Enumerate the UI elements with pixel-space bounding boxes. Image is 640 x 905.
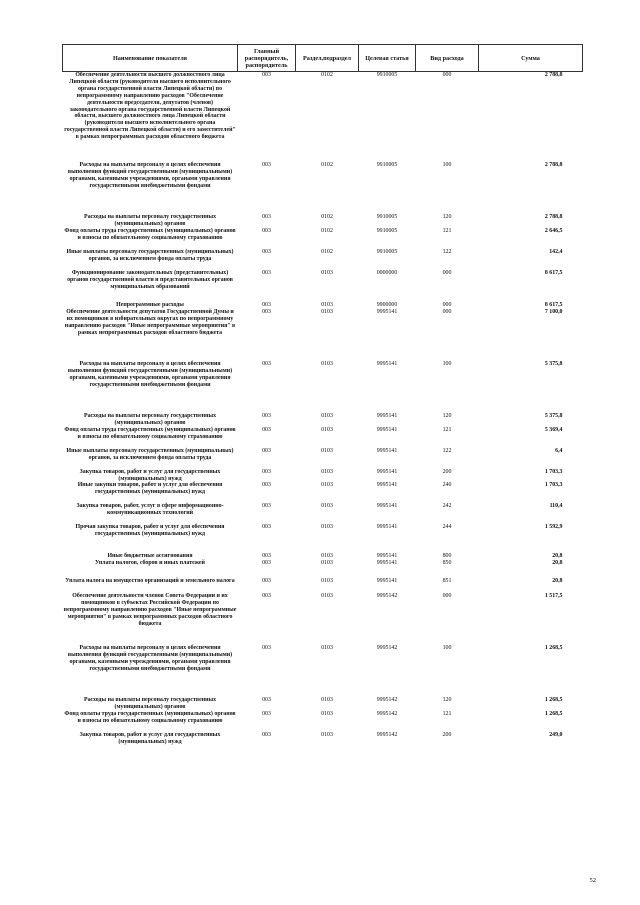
row-expense-type: 120 (442, 412, 452, 419)
row-main-manager: 003 (262, 593, 271, 600)
row-main-manager: 003 (262, 560, 271, 567)
row-target-item: 9995142 (376, 732, 398, 739)
row-expense-type: 240 (442, 482, 452, 489)
row-main-manager: 003 (262, 468, 271, 475)
row-target-item: 9995142 (376, 711, 398, 718)
row-name: Уплата налога на имущество организаций и земельного налога (65, 578, 235, 585)
row-sum: 7 100,0 (544, 308, 563, 315)
row-name: Иные закупки товаров, работ и услуг для обеспечения государственных (муниципальных) нужд (77, 482, 223, 496)
row-name: Иные бюджетные ассигнования (107, 553, 193, 560)
table-row (63, 645, 583, 697)
row-section: 0103 (321, 482, 333, 489)
row-target-item: 0000000 (376, 269, 398, 276)
row-expense-type: 244 (442, 524, 452, 531)
row-sum: 2 788,8 (544, 162, 563, 168)
row-section: 0103 (321, 697, 333, 704)
row-sum: 1 268,5 (544, 711, 563, 718)
header-expense-type: Вид расхода (416, 45, 479, 72)
header-target-item: Целевая статья (359, 45, 416, 72)
row-expense-type: 000 (442, 301, 452, 308)
row-target-item: 9995141 (376, 503, 398, 510)
row-target-item: 9910005 (376, 214, 398, 220)
row-name: Закупка товаров, работ и услуг для государственных (муниципальных) нужд (79, 732, 221, 746)
row-target-item: 9995141 (376, 553, 398, 560)
row-main-manager: 003 (262, 482, 271, 489)
table-row (63, 413, 583, 427)
row-name: Иные выплаты персоналу государственных (муниципальных) органов, за исключением фонда оплаты труда (66, 248, 234, 262)
row-target-item: 9995141 (376, 468, 398, 475)
row-sum: 1 268,5 (544, 697, 563, 704)
row-name: Функционирование законодательных (представительных) органов государственной власти и представительных органов муниципальных образований (67, 269, 233, 290)
table-row (63, 448, 583, 469)
row-expense-type: 121 (442, 227, 452, 234)
row-target-item: 9995141 (376, 482, 398, 489)
row-section: 0103 (321, 553, 333, 560)
row-name: Расходы на выплаты персоналу в целях обеспечения выполнения функций государственными (муниципальными) органами, казенными учреждениями, органами управления государственными внебюджетными фондами (67, 162, 233, 189)
table-row (63, 427, 583, 448)
row-target-item: 9995142 (376, 697, 398, 704)
row-main-manager: 003 (262, 645, 271, 652)
table-header-row (63, 45, 583, 72)
row-name: Непрограммные расходы (116, 301, 184, 308)
row-main-manager: 003 (262, 447, 271, 454)
row-target-item: 9995141 (376, 308, 398, 315)
row-main-manager: 003 (262, 269, 271, 276)
row-sum: 20,8 (552, 560, 563, 567)
row-sum: 20,8 (552, 578, 563, 585)
row-target-item: 9910005 (376, 227, 398, 234)
row-name: Закупка товаров, работ, услуг в сфере информационно-коммуникационных технологий (76, 503, 224, 517)
header-main-manager: Главный распорядитель, распорядитель (238, 45, 296, 72)
row-target-item: 9995141 (376, 360, 398, 367)
row-section: 0103 (321, 468, 333, 475)
row-expense-type: 100 (442, 162, 452, 168)
row-sum: 1 592,9 (544, 524, 563, 531)
table-row (63, 270, 583, 302)
row-expense-type: 000 (442, 308, 452, 315)
row-name: Фонд оплаты труда государственных (муниципальных) органов и взносы по обязательному социальному страхованию (64, 426, 236, 440)
row-target-item: 9900000 (376, 301, 398, 308)
row-main-manager: 003 (262, 503, 271, 510)
header-section: Раздел,подраздел (296, 45, 359, 72)
row-section: 0103 (321, 360, 333, 367)
row-expense-type: 000 (442, 593, 452, 600)
table-row (63, 469, 583, 483)
row-expense-type: 100 (442, 645, 452, 652)
row-sum: 5 369,4 (544, 426, 563, 433)
table-row (63, 593, 583, 645)
table-row (63, 503, 583, 524)
row-target-item: 9995141 (376, 578, 398, 585)
row-main-manager: 003 (262, 732, 271, 739)
row-main-manager: 003 (262, 524, 271, 531)
row-sum: 20,8 (552, 553, 563, 560)
row-section: 0103 (321, 560, 333, 567)
row-name: Расходы на выплаты персоналу в целях обеспечения выполнения функций государственными (муниципальными) органами, казенными учреждениями, органами управления государственными внебюджетными фондами (67, 645, 233, 673)
row-sum: 1 703,3 (544, 468, 563, 475)
row-name: Обеспечение деятельности высшего должностного лица Липецкой области (руководителя высшего исполнительного органа государственной власти Липецкой области) по непрограммному направлению расходов "Обеспечение деятельности председателя, депутатов (членов) законодательного органа государственной власти Липецкой области, высшего должностного лица Липецкой области (руководителя высшего исполнительного органа государственной власти Липецкой области) и его заместителей" в рамках непрограммных расходов областного бюджета (64, 72, 236, 141)
row-sum: 2 788,8 (544, 72, 563, 78)
header-sum: Сумма (479, 45, 583, 72)
row-target-item: 9995141 (376, 447, 398, 454)
row-expense-type: 200 (442, 468, 452, 475)
table-row (63, 578, 583, 593)
row-expense-type: 121 (442, 711, 452, 718)
row-name: Фонд оплаты труда государственных (муниципальных) органов и взносы по обязательному социальному страхованию (64, 227, 236, 241)
table-row (63, 309, 583, 361)
row-expense-type: 121 (442, 426, 452, 433)
row-name: Обеспечение деятельности депутатов Государственной Думы и их помощников в избирательных округах по непрограммному направлению расходов "Иные непрограммные мероприятия" в рамках непрограммных расходов областного бюджета (64, 308, 236, 336)
row-main-manager: 003 (262, 248, 271, 255)
row-sum: 142,4 (549, 248, 563, 255)
page-number: 52 (589, 877, 596, 884)
table-row (63, 361, 583, 413)
table-row (63, 228, 583, 249)
header-name: Наименование показателя (63, 45, 238, 72)
row-target-item: 9910005 (376, 72, 398, 78)
row-section: 0102 (321, 248, 333, 255)
row-section: 0103 (321, 645, 333, 652)
row-section: 0102 (321, 72, 333, 78)
row-target-item: 9995142 (376, 645, 398, 652)
row-target-item: 9995142 (376, 593, 398, 600)
row-section: 0102 (321, 162, 333, 168)
row-main-manager: 003 (262, 578, 271, 585)
table-row (63, 560, 583, 578)
row-main-manager: 003 (262, 711, 271, 718)
row-name: Прочая закупка товаров, работ и услуг для обеспечения государственных (муниципальных) нужд (75, 524, 225, 538)
row-section: 0103 (321, 269, 333, 276)
row-target-item: 9910005 (376, 248, 398, 255)
table-row (63, 524, 583, 553)
table-row (63, 482, 583, 503)
row-expense-type: 122 (442, 447, 452, 454)
row-section: 0103 (321, 524, 333, 531)
row-main-manager: 003 (262, 553, 271, 560)
row-main-manager: 003 (262, 360, 271, 367)
row-main-manager: 003 (262, 72, 271, 78)
row-sum: 8 617,5 (544, 269, 563, 276)
row-expense-type: 242 (442, 503, 452, 510)
row-sum: 8 617,5 (544, 301, 563, 308)
row-target-item: 9995141 (376, 524, 398, 531)
row-sum: 1 517,5 (544, 593, 563, 600)
row-expense-type: 120 (442, 697, 452, 704)
table-row (63, 249, 583, 270)
row-target-item: 9995141 (376, 412, 398, 419)
budget-table (62, 44, 583, 748)
row-sum: 110,4 (549, 503, 563, 510)
row-main-manager: 003 (262, 697, 271, 704)
row-section: 0103 (321, 711, 333, 718)
row-sum: 5 375,8 (544, 360, 563, 367)
table-row (63, 732, 583, 748)
row-expense-type: 200 (442, 732, 452, 739)
row-name: Иные выплаты персоналу государственных (муниципальных) органов, за исключением фонда оплаты труда (66, 447, 234, 461)
row-expense-type: 800 (442, 553, 452, 560)
row-section: 0103 (321, 308, 333, 315)
row-expense-type: 850 (442, 560, 452, 567)
row-main-manager: 003 (262, 162, 271, 168)
row-main-manager: 003 (262, 426, 271, 433)
row-section: 0103 (321, 426, 333, 433)
row-sum: 249,0 (549, 732, 563, 739)
row-main-manager: 003 (262, 308, 271, 315)
row-target-item: 9995141 (376, 426, 398, 433)
row-expense-type: 100 (442, 360, 452, 367)
row-section: 0102 (321, 227, 333, 234)
row-sum: 2 646,5 (544, 227, 563, 234)
row-section: 0103 (321, 593, 333, 600)
row-sum: 1 703,3 (544, 482, 563, 489)
table-row (63, 162, 583, 214)
row-section: 0103 (321, 301, 333, 308)
table-row (63, 214, 583, 228)
row-name: Обеспечение деятельности членов Совета Федерации и их помощников в субъектах Российской Федерации по непрограммному направлению расходов "Иные непрограммные мероприятия" в рамках непрограммных расходов областного бюджета (63, 593, 237, 628)
row-main-manager: 003 (262, 412, 271, 419)
row-sum: 1 268,5 (544, 645, 563, 652)
row-expense-type: 000 (442, 72, 452, 78)
row-expense-type: 122 (442, 248, 452, 255)
row-section: 0103 (321, 732, 333, 739)
row-section: 0103 (321, 578, 333, 585)
table-row (63, 697, 583, 711)
row-name: Уплата налогов, сборов и иных платежей (95, 560, 205, 567)
row-section: 0103 (321, 503, 333, 510)
row-main-manager: 003 (262, 301, 271, 308)
table-row (63, 72, 583, 163)
row-target-item: 9995141 (376, 560, 398, 567)
row-target-item: 9910005 (376, 162, 398, 168)
row-section: 0103 (321, 412, 333, 419)
row-name: Расходы на выплаты персоналу государственных (муниципальных) органов (83, 412, 217, 426)
row-sum: 2 788,8 (544, 214, 563, 220)
row-section: 0103 (321, 447, 333, 454)
row-expense-type: 000 (442, 269, 452, 276)
row-expense-type: 120 (442, 214, 452, 220)
table-row (63, 302, 583, 309)
row-name: Расходы на выплаты персоналу в целях обеспечения выполнения функций государственными (муниципальными) органами, казенными учреждениями, органами управления государственными внебюджетными фондами (67, 360, 233, 388)
budget-document (62, 44, 582, 748)
row-section: 0102 (321, 214, 333, 220)
row-name: Расходы на выплаты персоналу государственных (муниципальных) органов (83, 214, 217, 227)
row-expense-type: 851 (442, 578, 452, 585)
row-sum: 6,4 (555, 447, 563, 454)
table-row (63, 711, 583, 732)
row-name: Расходы на выплаты персоналу государственных (муниципальных) органов (83, 697, 217, 711)
row-main-manager: 003 (262, 227, 271, 234)
table-body (63, 72, 583, 749)
row-name: Фонд оплаты труда государственных (муниципальных) органов и взносы по обязательному социальному страхованию (64, 711, 236, 725)
row-sum: 5 375,8 (544, 412, 563, 419)
row-name: Закупка товаров, работ и услуг для государственных (муниципальных) нужд (79, 468, 221, 482)
row-main-manager: 003 (262, 214, 271, 220)
